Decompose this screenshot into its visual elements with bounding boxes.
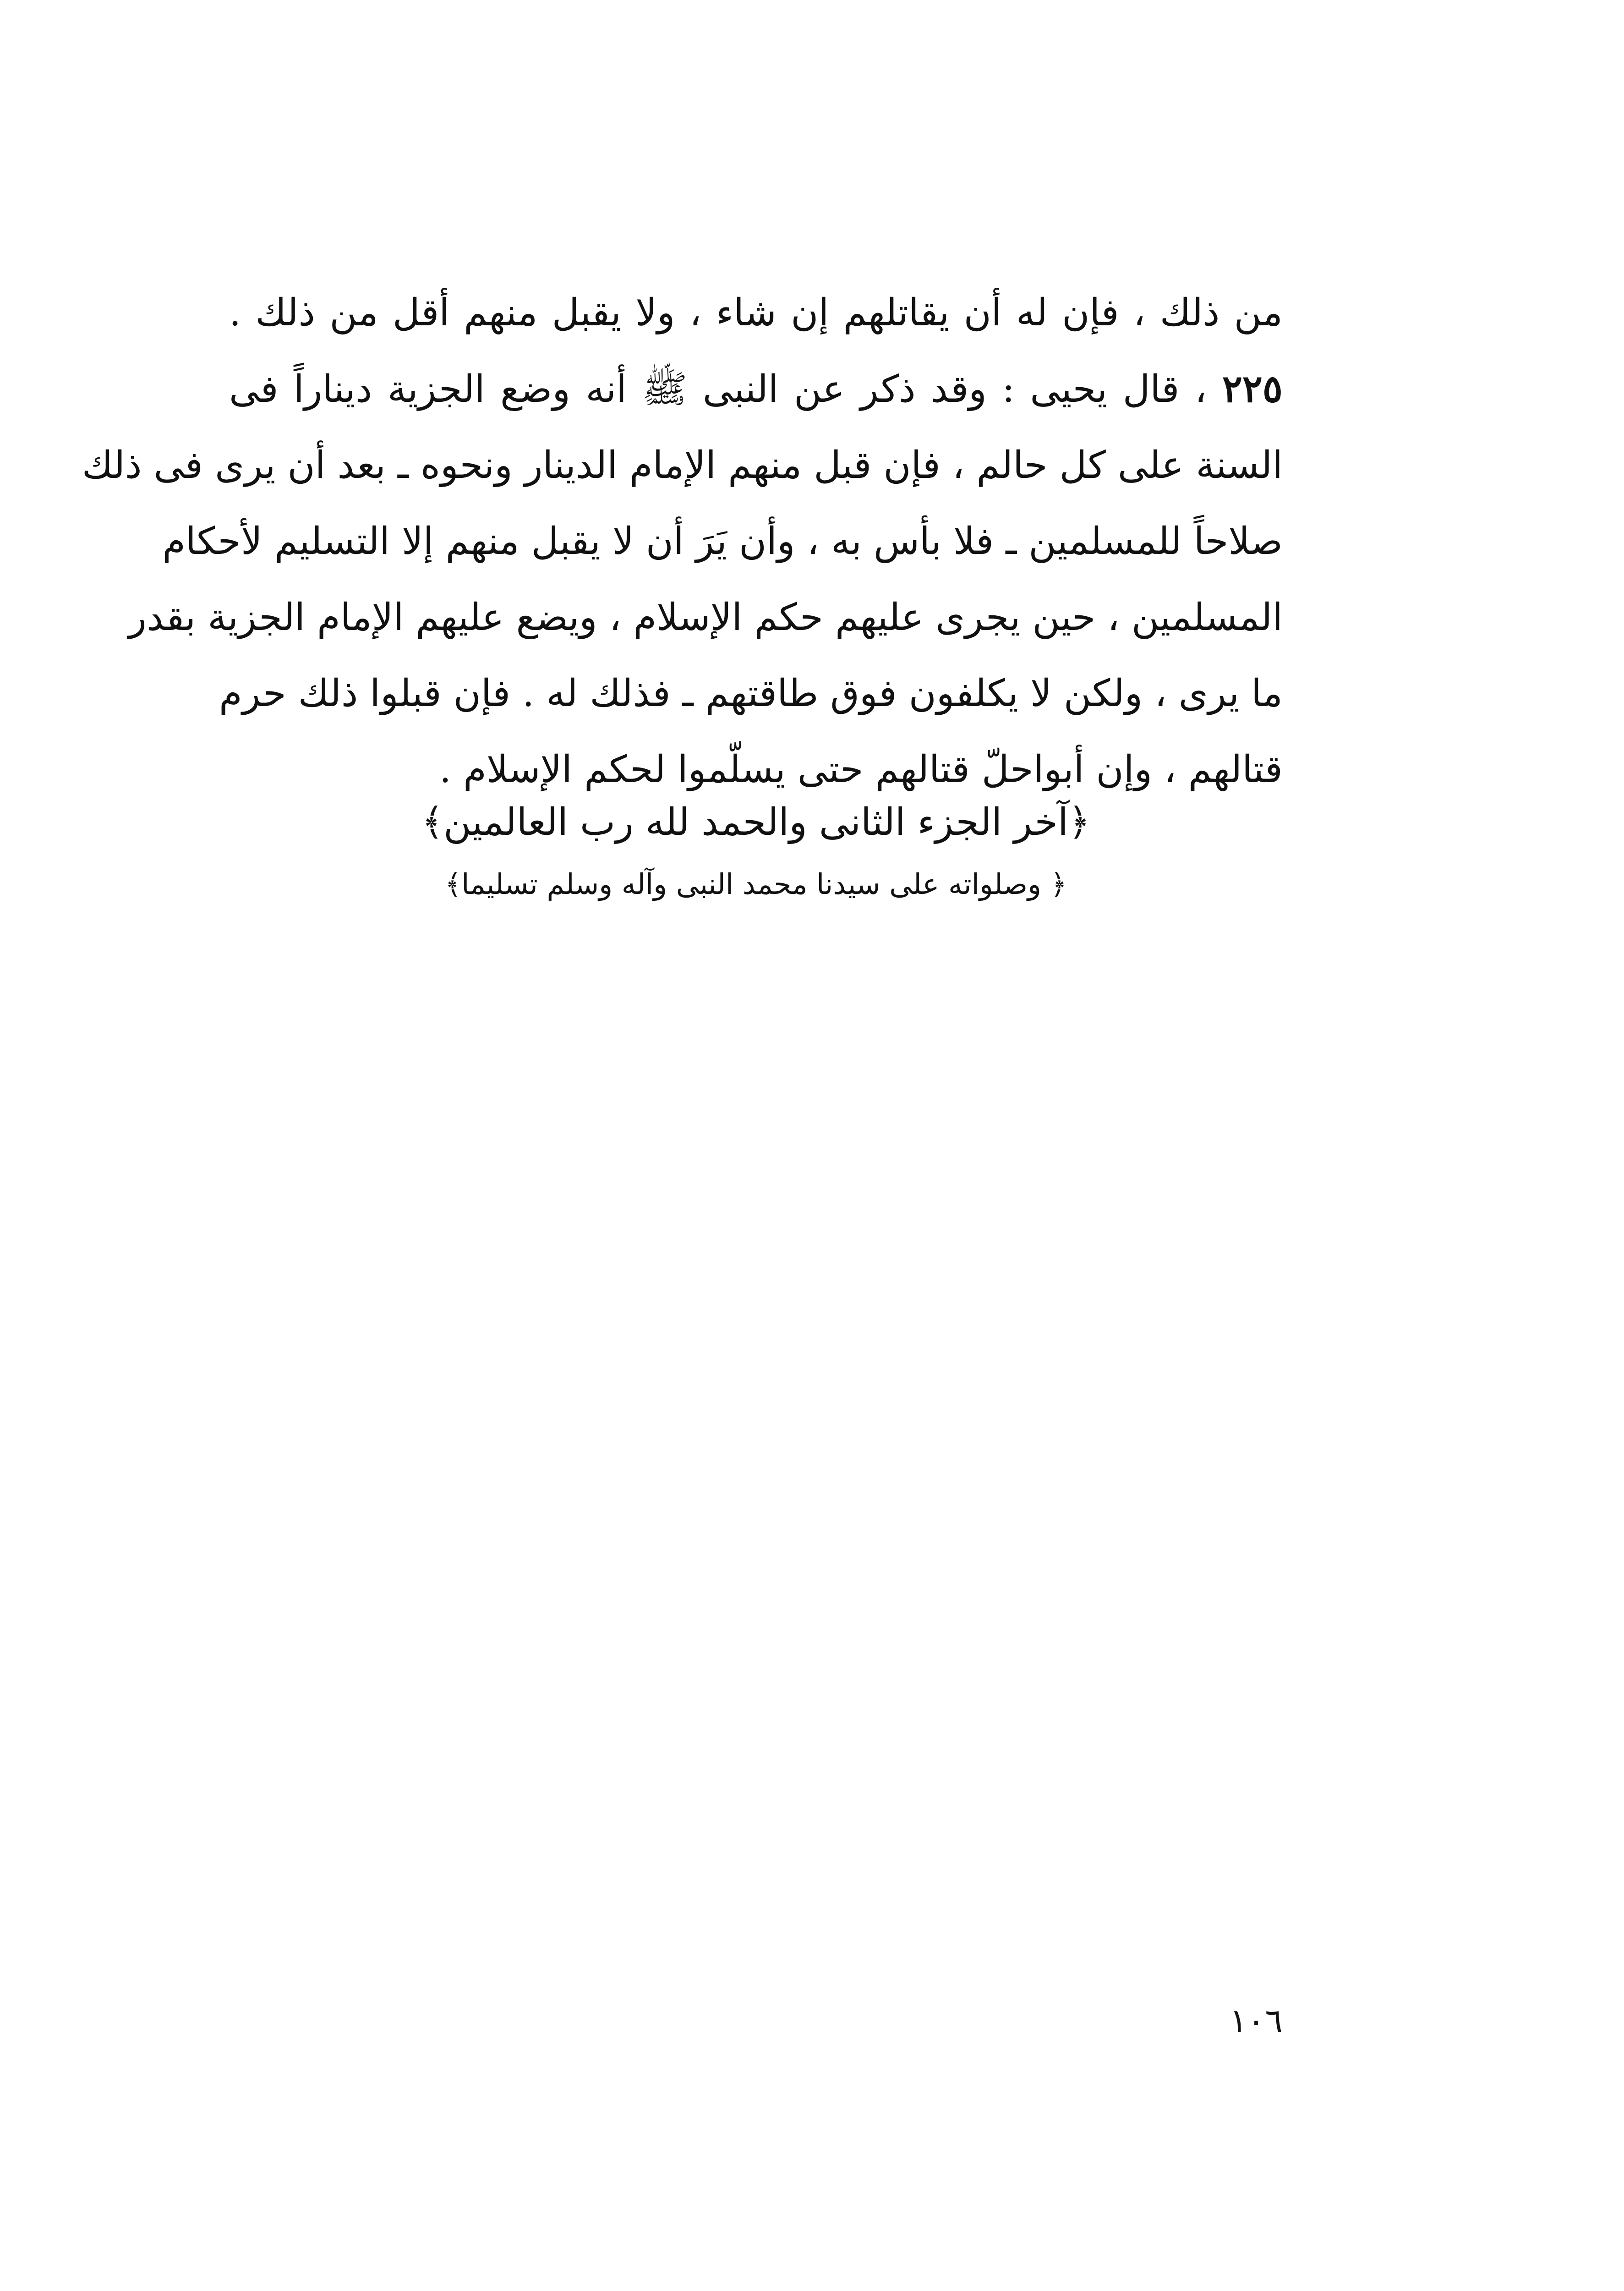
paragraph-number: ٢٢٥ (1222, 367, 1283, 411)
text-line: قتالهم ، وإن أبواحلّ قتالهم حتى يسلّموا لحكم الإسلام . (439, 748, 1283, 791)
colophon-title: ﴿آخر الجزء الثانى والحمد لله رب العالمين﴾ (421, 800, 1090, 844)
paragraph-first-line (229, 351, 1283, 428)
text-line: المسلمين ، حين يجرى عليهم حكم الإسلام ، ويضع عليهم الإمام الجزية بقدر (128, 596, 1283, 639)
page-number: ١٠٦ (1229, 2001, 1283, 2040)
text-line: السنة على كل حالم ، فإن قبل منهم الإمام الدينار ونحوه ـ بعد أن يرى فى ذلك (82, 444, 1283, 487)
main-text (82, 275, 1283, 808)
colophon-blessing: ﴿ وصلواته على سيدنا محمد النبى وآله وسلم تسليما﴾ (444, 867, 1067, 901)
text-line: من ذلك ، فإن له أن يقاتلهم إن شاء ، ولا يقبل منهم أقل من ذلك . (229, 291, 1283, 334)
text-line: صلاحاً للمسلمين ـ فلا بأس به ، وأن يَرَ أن لا يقبل منهم إلا التسليم لأحكام (162, 520, 1283, 563)
text-line: ما يرى ، ولكن لا يكلفون فوق طاقتهم ـ فذلك له . فإن قبلوا ذلك حرم (219, 672, 1283, 715)
paragraph-first-line-text: ، قال يحيى : وقد ذكر عن النبى ﷺ أنه وضع الجزية ديناراً فى (229, 367, 1207, 411)
